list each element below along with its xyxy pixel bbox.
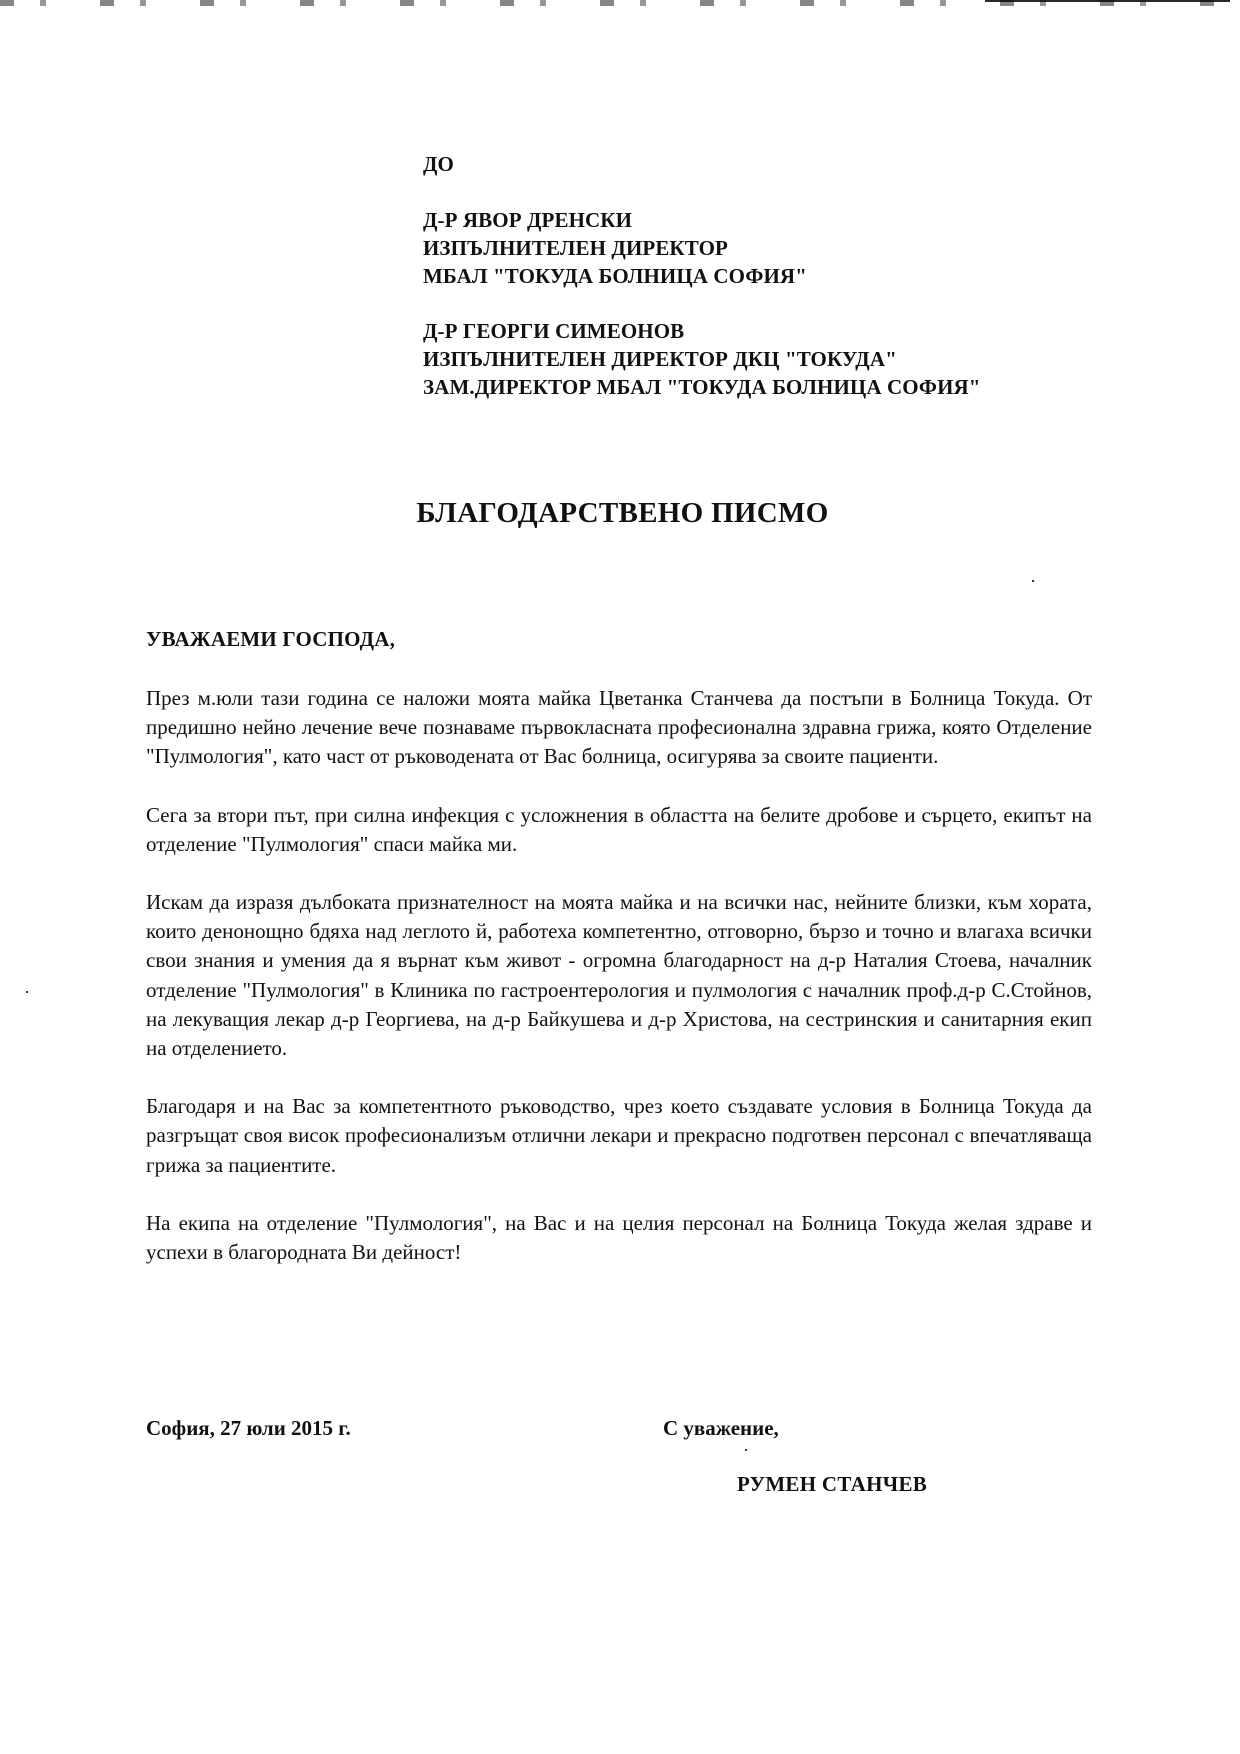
recipient-position: ИЗПЪЛНИТЕЛЕН ДИРЕКТОР <box>423 236 728 260</box>
body-paragraph: На екипа на отделение "Пулмология", на Вас и на целия персонал на Болница Токуда желая здраве и успехи в благородната Ви дейност! <box>146 1210 1092 1265</box>
salutation: УВАЖАЕМИ ГОСПОДА, <box>146 627 396 651</box>
body-paragraph: През м.юли тази година се наложи моята майка Цветанка Станчева да постъпи в Болница Токуда. От предишно нейно лечение вече познаваме първокласната професионална здравна грижа, която Отделение "Пулмология", като част от ръководената от Вас болница, осигурява за своите пациенти. <box>146 686 1092 769</box>
recipient-organization: МБАЛ "ТОКУДА БОЛНИЦА СОФИЯ" <box>423 264 807 288</box>
scan-speck <box>26 991 28 993</box>
to-label: ДО <box>423 152 454 176</box>
recipient-block <box>423 150 981 428</box>
scan-edge-line <box>985 0 1230 2</box>
scan-speck <box>745 1449 747 1451</box>
regards: С уважение, <box>663 1416 779 1440</box>
scan-speck <box>1032 580 1034 582</box>
recipient-group-2 <box>423 317 981 401</box>
recipient-name: Д-Р ЯВОР ДРЕНСКИ <box>423 208 633 232</box>
body-paragraph: Искам да изразя дълбоката признателност на моята майка и на всички нас, нейните близки, към хората, които денонощно бдяха над леглото й, работеха компетентно, отговорно, бързо и точно и влагаха всички свои знания и умения да я върнат към живот - огромна благодарност на д-р Наталия Стоева, началник отделение "Пулмология" в Клиника по гастроентерология и пулмология с началник проф.д-р С.Стойнов, на лекуващия лекар д-р Георгиева, на д-р Байкушева и д-р Христова, на сестринския и санитарния екип на отделението. <box>146 890 1092 1061</box>
letter-title: БЛАГОДАРСТВЕНО ПИСМО <box>416 497 829 529</box>
body-paragraph: Благодаря и на Вас за компетентното ръководство, чрез което създавате условия в Болница Токуда да разгръщат своя висок професионализъм отлични лекари и прекрасно подготвен персонал с впечатляваща грижа за пациентите. <box>146 1094 1092 1177</box>
body-paragraph: Сега за втори път, при силна инфекция с усложнения в областта на белите дробове и сърцето, екипът на отделение "Пулмология" спаси майка ми. <box>146 802 1092 856</box>
signatory-name: РУМЕН СТАНЧЕВ <box>737 1472 928 1496</box>
place-date: София, 27 юли 2015 г. <box>146 1416 351 1440</box>
recipient-organization: ЗАМ.ДИРЕКТОР МБАЛ "ТОКУДА БОЛНИЦА СОФИЯ" <box>423 375 981 399</box>
recipient-group-1 <box>423 206 981 290</box>
recipient-name: Д-Р ГЕОРГИ СИМЕОНОВ <box>423 319 685 343</box>
letter-body <box>146 684 1092 1296</box>
recipient-position: ИЗПЪЛНИТЕЛЕН ДИРЕКТОР ДКЦ "ТОКУДА" <box>423 347 897 371</box>
